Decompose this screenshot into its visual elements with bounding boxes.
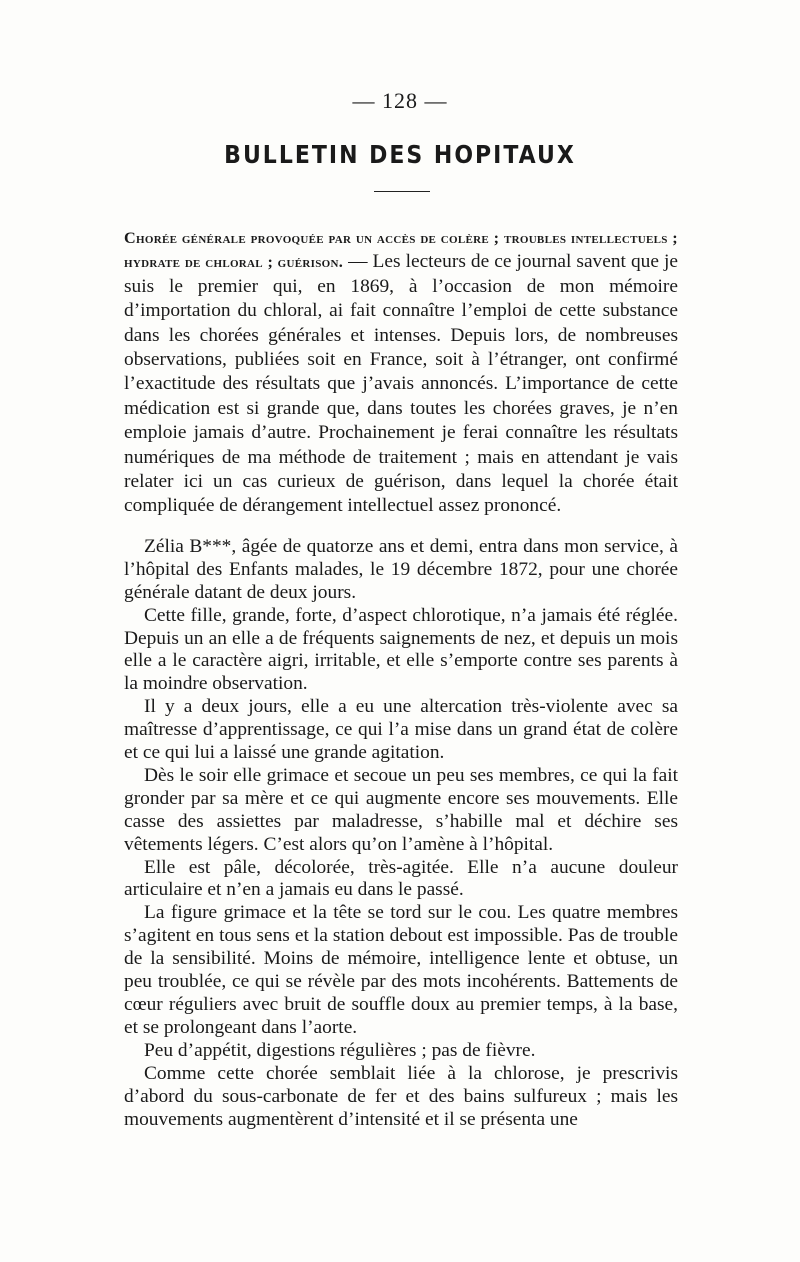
case-paragraph: Peu d’appétit, digestions régulières ; pas de fièvre.: [144, 1039, 536, 1061]
running-header: BULLETIN DES HOPITAUX: [224, 141, 576, 170]
intro-text: — Les lecteurs de ce journal savent que je suis le premier qui, en 1869, à l’occasion de mon mémoire d’importation du chloral, ai fait connaître l’emploi de cette substance dans les chorées générales et intenses. Depuis lors, de nombreuses observations, publiées soit en France, soit à l’étranger, ont confirmé l’exactitude des résultats que j’avais annoncés. L’importance de cette médication est si grande que, dans toutes les chorées graves, je n’en emploie jamais d’autre. Prochainement je ferai connaître les résultats numériques de ma méthode de traitement ; mais en attendant je vais relater ici un cas curieux de guérison, dans lequel la chorée était compliquée de dérangement intellectuel assez prononcé.: [124, 251, 678, 517]
case-paragraph: Il y a deux jours, elle a eu une altercation très-violente avec sa maîtresse d’apprentissage, ce qui l’a mise dans un grand état de colère et ce qui lui a laissé une grande agitation.: [124, 696, 678, 764]
case-paragraph: Zélia B***, âgée de quatorze ans et demi, entra dans mon service, à l’hôpital des Enfants malades, le 19 décembre 1872, pour une chorée générale datant de deux jours.: [124, 535, 678, 603]
section-title: Chorée générale provoquée par un accès de colère ; troubles intellectuels ; hydrate de chloral ; guérison.: [124, 229, 678, 272]
intro-paragraph: [124, 226, 678, 519]
case-paragraph: Cette fille, grande, forte, d’aspect chlorotique, n’a jamais été réglée. Depuis un an elle a de fréquents saignements de nez, et depuis un mois elle a le caractère aigri, irritable, et elle s’emporte contre ses parents à la moindre observation.: [124, 604, 678, 695]
case-paragraph: La figure grimace et la tête se tord sur le cou. Les quatre membres s’agitent en tous sens et la station debout est impossible. Pas de trouble de la sensibilité. Moins de mémoire, intelligence lente et obtuse, un peu troublée, ce qui se révèle par des mots incohérents. Battements de cœur réguliers avec bruit de souffle doux au premier temps, à la base, et se prolongeant dans l’aorte.: [124, 902, 678, 1038]
article-body: [124, 226, 678, 1131]
case-paragraph: Comme cette chorée semblait liée à la chlorose, je prescrivis d’abord du sous-carbonate de fer et des bains sulfureux ; mais les mouvements augmentèrent d’intensité et il se présenta une: [124, 1062, 678, 1130]
case-report: [124, 536, 678, 1132]
case-paragraph: Elle est pâle, décolorée, très-agitée. Elle n’a aucune douleur articulaire et n’en a jamais eu dans le passé.: [124, 856, 678, 901]
header-rule: [374, 191, 430, 192]
case-paragraph: Dès le soir elle grimace et secoue un peu ses membres, ce qui la fait gronder par sa mère et ce qui augmente encore ses mouvements. Elle casse des assiettes par maladresse, s’habille mal et déchire ses vêtements légers. C’est alors qu’on l’amène à l’hôpital.: [124, 764, 678, 855]
page-number: — 128 —: [352, 88, 448, 113]
